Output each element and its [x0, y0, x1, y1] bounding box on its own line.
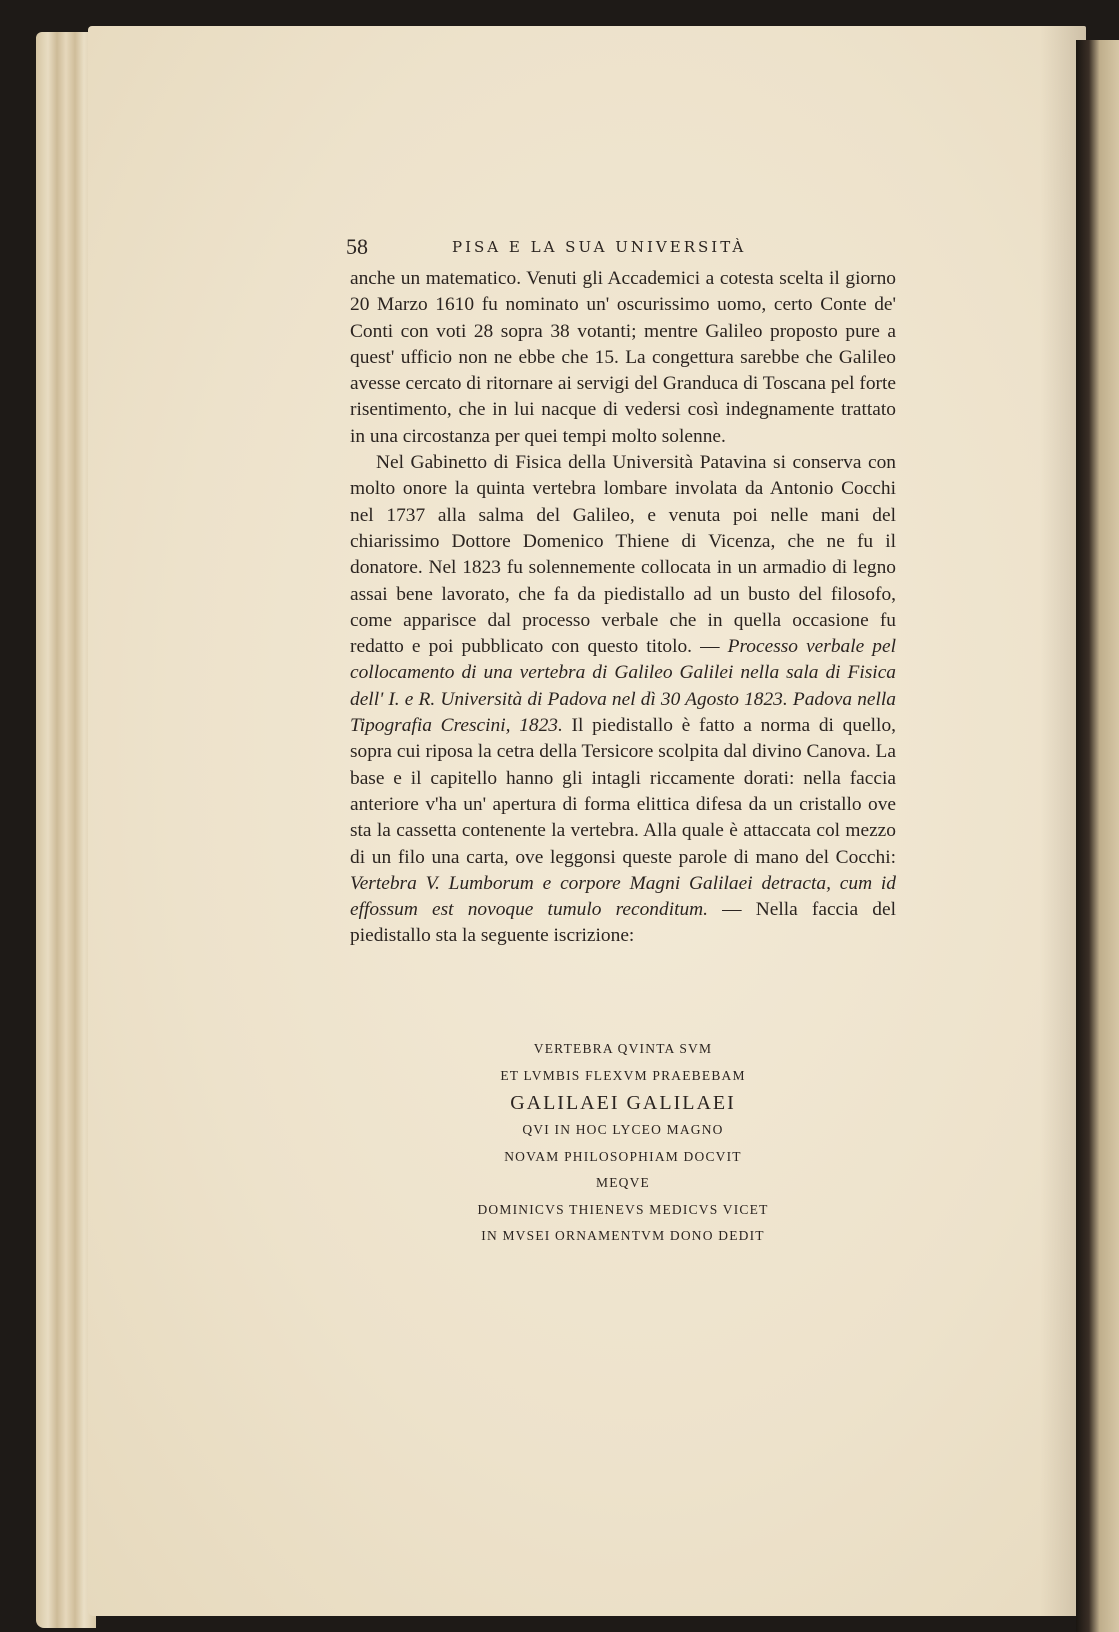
inscription	[350, 1036, 896, 1250]
inscription-line: ET LVMBIS FLEXVM PRAEBEBAM	[500, 1067, 746, 1083]
paragraph-2-part-c: — Nella faccia del piedistallo sta la seguente iscrizione:	[350, 899, 896, 947]
inscription-line: QVI IN HOC LYCEO MAGNO	[522, 1122, 724, 1137]
book-binding	[1076, 40, 1119, 1632]
inscription-line: IN MVSEI ORNAMENTVM DONO DEDIT	[481, 1228, 765, 1243]
inscription-line: DOMINICVS THIENEVS MEDICVS VICET	[477, 1201, 769, 1217]
paragraph-1: anche un matematico. Venuti gli Accademici a cotesta scelta il giorno 20 Marzo 1610 fu nominato un' oscurissimo uomo, certo Conte de' Conti con voti 28 sopra 38 votanti; mentre Galileo proposto pure a quest' ufficio non ne ebbe che 15. La congettura sarebbe che Galileo avesse cercato di ritornare ai servigi del Granduca di Toscana pel forte risentimento, che in lui nacque di vedersi così indegnamente trattato in una circostanza per quei tempi molto solenne.	[350, 268, 896, 447]
page-number: 58	[346, 234, 368, 259]
running-head: PISA E LA SUA UNIVERSITÀ	[452, 238, 747, 256]
paragraph-2	[350, 450, 896, 950]
cocchi-latin-note: Vertebra V. Lumborum e corpore Magni Galilaei detracta, cum id effossum est novoque tumulo reconditum.	[350, 872, 896, 921]
paragraph-2-part-a: Nel Gabinetto di Fisica della Università Patavina si conserva con molto onore la quinta vertebra lombare involata da Antonio Cocchi nel 1737 alla salma del Galileo, e venuta poi nelle mani del chiarissimo Dottore Domenico Thiene di Vicenza, che ne fu il donatore. Nel 1823 fu solennemente collocata in un armadio di legno assai bene lavorato, che fa da piedistallo ad un busto del filosofo, come apparisce dal processo verbale che in quella occasione fu redatto e poi pubblicato con questo titolo. —	[350, 452, 896, 658]
page-edges	[36, 32, 96, 1628]
inscription-line: NOVAM PHILOSOPHIAM DOCVIT	[504, 1148, 742, 1164]
page-header	[346, 234, 896, 262]
inscription-line: GALILAEI GALILAEI	[510, 1092, 736, 1114]
body-text	[350, 266, 896, 950]
processo-verbale-title: Processo verbale pel collocamento di una vertebra di Galileo Galilei nella sala di Fisica dell' I. e R. Università di Padova nel dì 30 Agosto 1823. Padova nella Tipografia Crescini, 1823.	[350, 636, 896, 737]
inscription-line: MEQVE	[596, 1175, 650, 1190]
paragraph-2-part-b: Il piedistallo è fatto a norma di quello, sopra cui riposa la cetra della Tersicore scolpita dal divino Canova. La base e il capitello hanno gli intagli riccamente dorati: nella faccia anteriore v'ha un' apertura di forma elittica difesa da un cristallo ove sta la cassetta contenente la vertebra. Alla quale è attaccata col mezzo di un filo una carta, ove leggonsi queste parole di mano del Cocchi:	[350, 715, 896, 868]
inscription-line: VERTEBRA QVINTA SVM	[533, 1041, 713, 1056]
